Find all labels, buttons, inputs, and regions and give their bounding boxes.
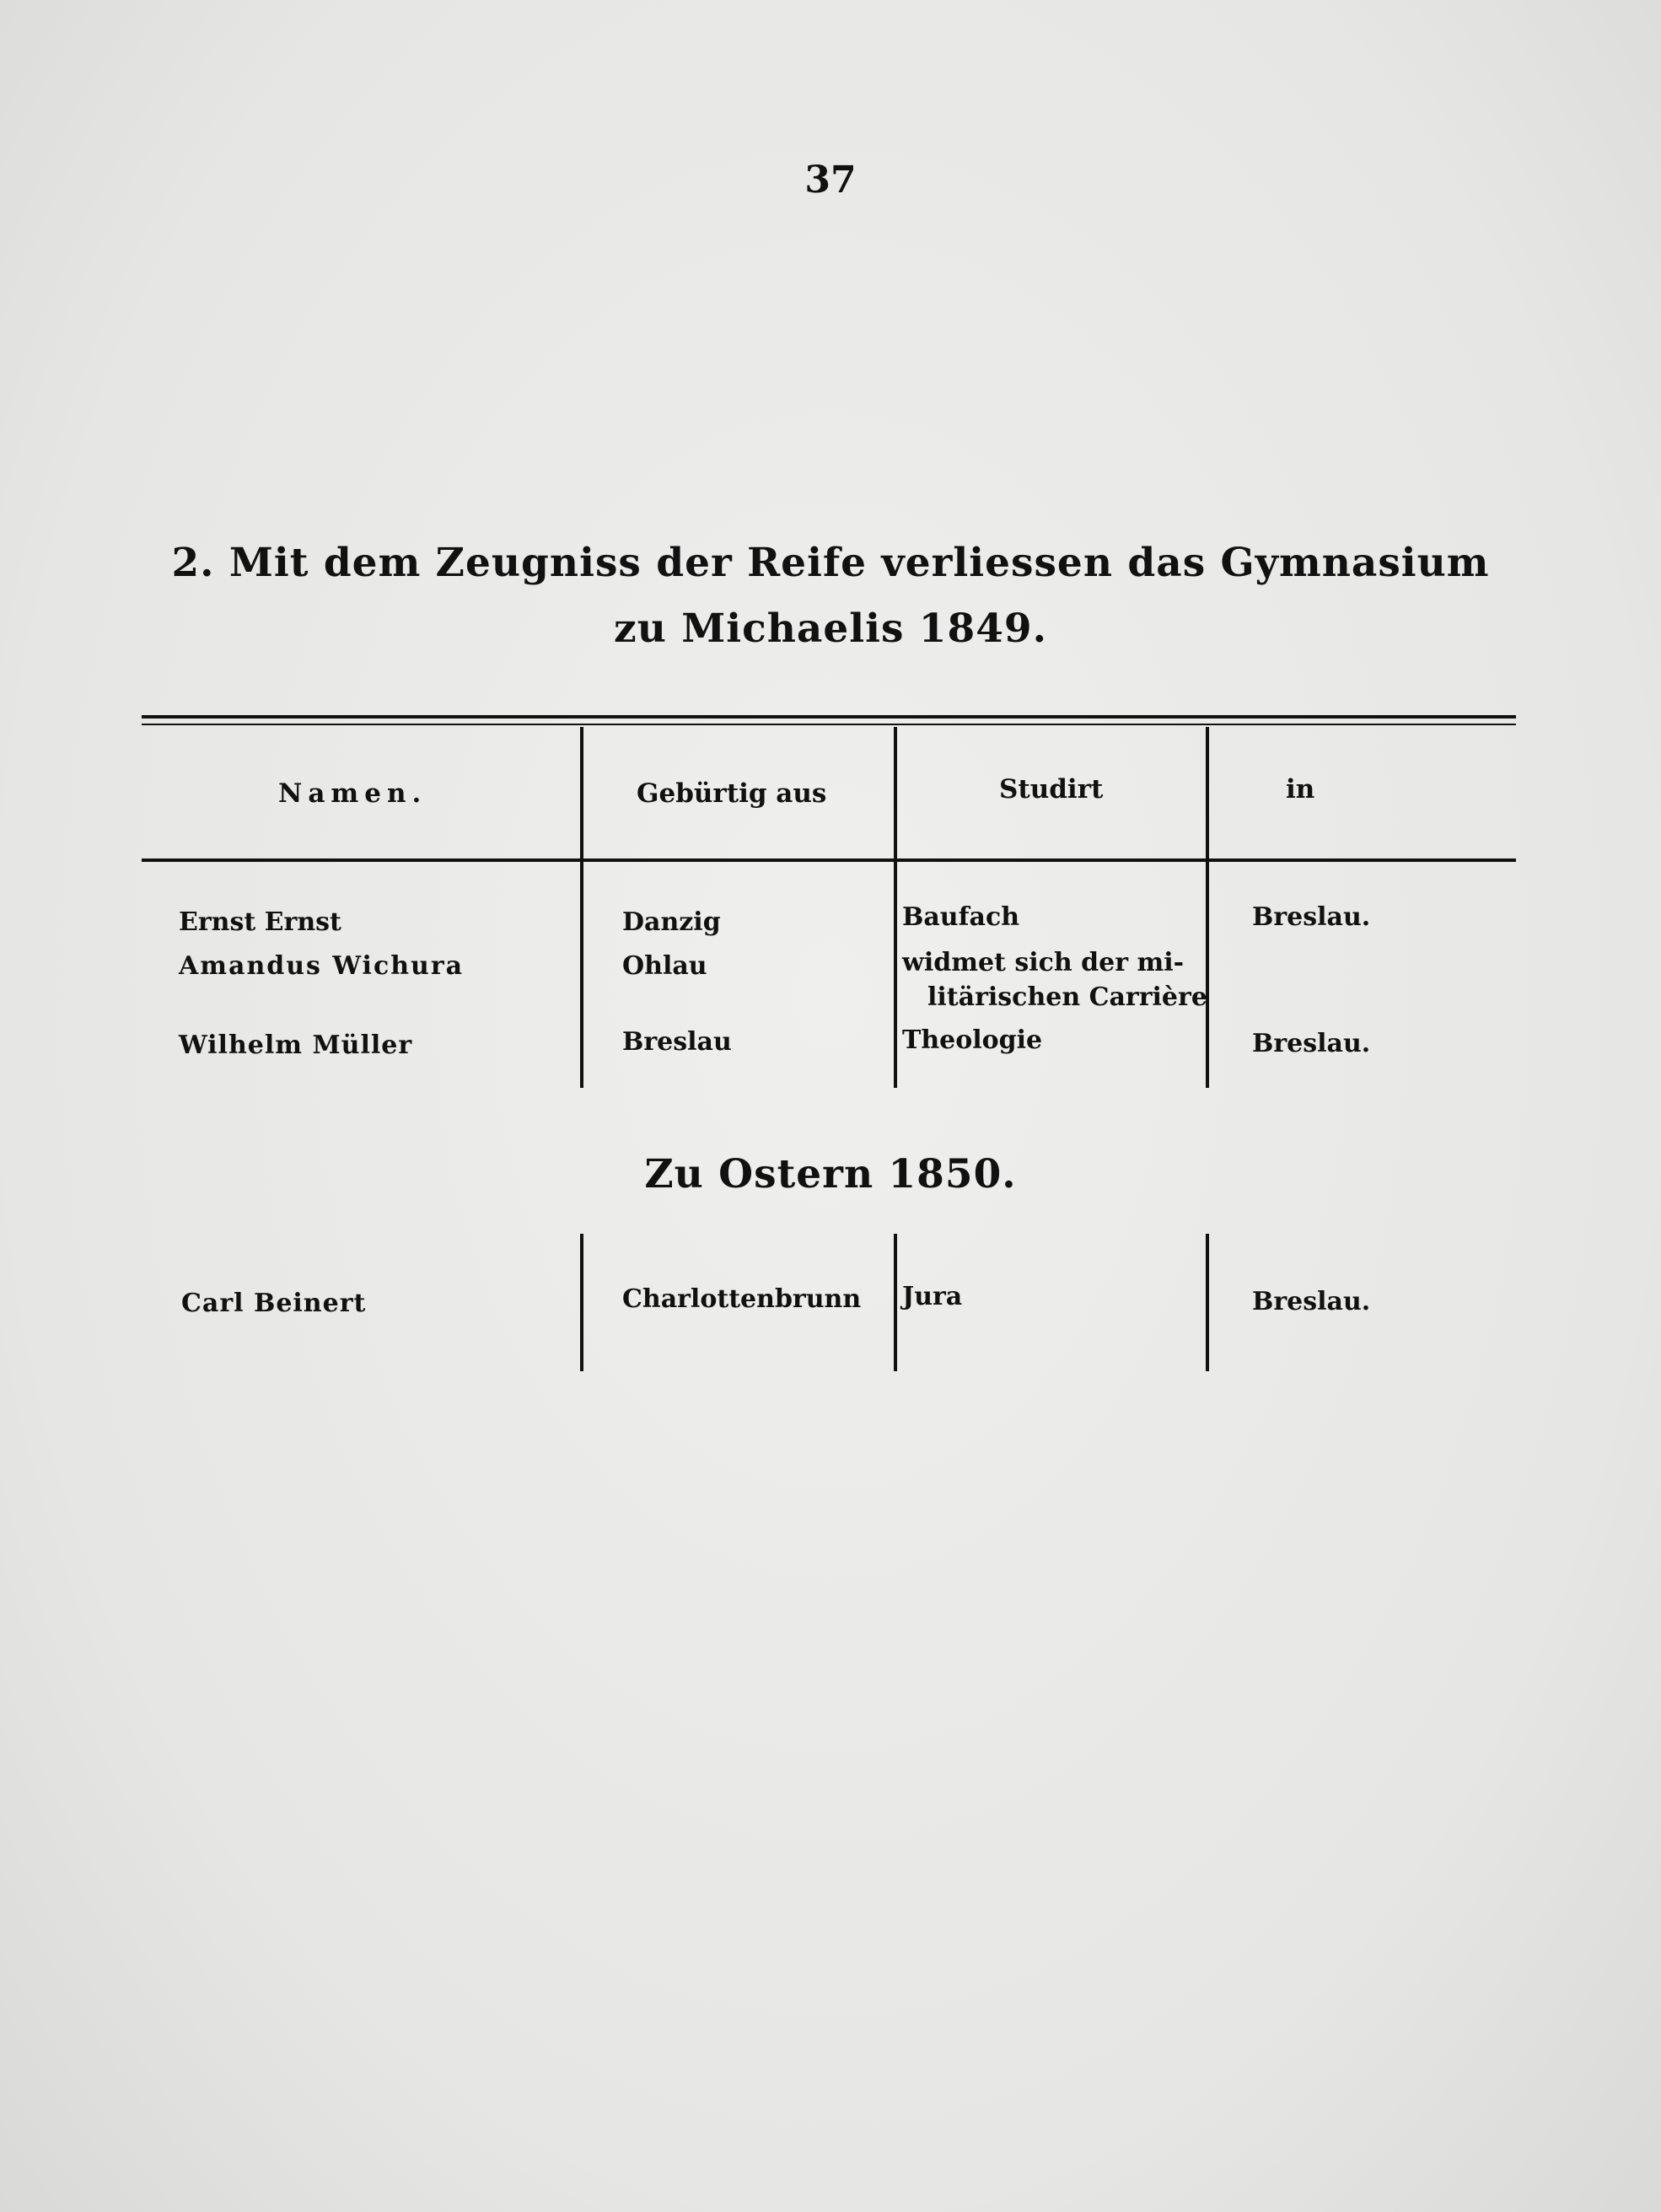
row-1-place: Breslau. (1252, 902, 1371, 932)
ostern-row-place: Breslau. (1252, 1287, 1371, 1316)
row-2-studies-line-1: widmet sich der mi- (902, 948, 1185, 977)
table-top-rule-inner (142, 724, 1516, 725)
row-3-place: Breslau. (1252, 1029, 1371, 1058)
row-1-origin: Danzig (622, 907, 721, 937)
column-divider (894, 727, 897, 1088)
bleed-through-heading (455, 270, 1214, 313)
row-3-origin: Breslau (622, 1027, 732, 1057)
column-divider (1206, 727, 1209, 1088)
header-origin: Gebürtig aus (637, 778, 827, 809)
ostern-row-origin: Charlottenbrunn (622, 1284, 862, 1314)
section-heading: 2. Mit dem Zeugniss der Reife verliessen das Gymnasium (171, 540, 1490, 586)
row-2-studies-line-2: litärischen Carrière (927, 982, 1207, 1012)
column-divider (894, 1234, 897, 1371)
ostern-row-name: Carl Beinert (181, 1289, 367, 1318)
row-3-name: Wilhelm Müller (179, 1031, 413, 1060)
row-1-studies: Baufach (902, 902, 1020, 932)
header-studies: Studirt (999, 774, 1104, 805)
row-3-studies: Theologie (902, 1025, 1043, 1055)
table-top-rule (142, 715, 1516, 718)
row-2-origin: Ohlau (622, 951, 707, 981)
ostern-heading: Zu Ostern 1850. (644, 1151, 1017, 1197)
table-header-rule (142, 858, 1516, 862)
section-subheading: zu Michaelis 1849. (614, 605, 1047, 652)
column-divider (580, 727, 583, 1088)
row-2-name: Amandus Wichura (179, 951, 465, 981)
header-place: in (1286, 774, 1315, 805)
column-divider (1206, 1234, 1209, 1371)
column-divider (580, 1234, 583, 1371)
row-1-name: Ernst Ernst (179, 907, 341, 937)
header-name: Namen. (278, 778, 427, 809)
page-number: 37 (804, 159, 857, 202)
ostern-row-studies: Jura (902, 1282, 963, 1311)
